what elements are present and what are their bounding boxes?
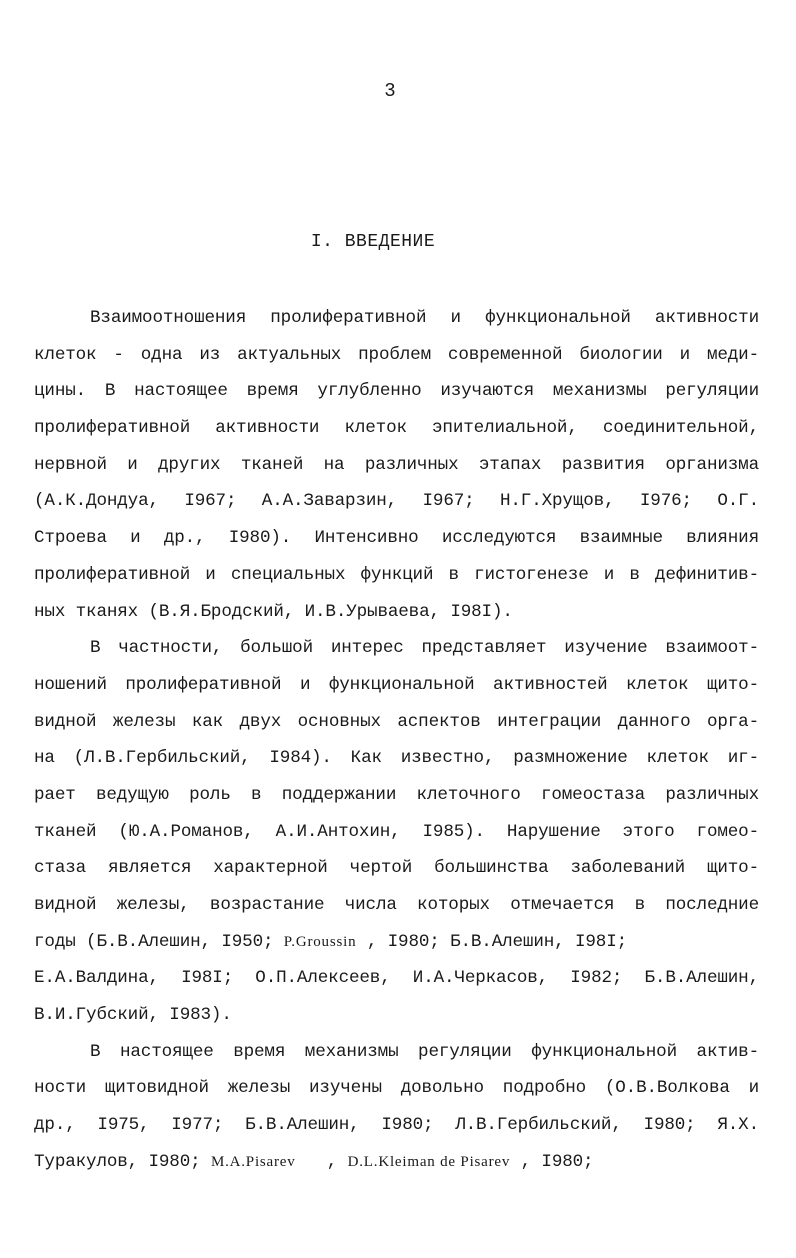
text-line: (А.К.Дондуа, I967; А.А.Заварзин, I967; Н.Г.Хрущов, I976; О.Г. bbox=[34, 491, 759, 512]
text-segment: , I980; Б.В.Алешин, I98I; bbox=[356, 931, 628, 952]
text-line: ношений пролиферативной и функциональной активностей клеток щито- bbox=[34, 674, 759, 695]
page-number: 3 bbox=[384, 80, 396, 102]
text-line: клеток - одна из актуальных проблем современной биологии и меди- bbox=[34, 344, 759, 365]
text-line: Взаимоотношения пролиферативной и функциональной активности bbox=[90, 308, 759, 328]
text-line: В частности, большой интерес представляет изучение взаимоот- bbox=[90, 638, 759, 659]
latin-author-name: P.Groussin bbox=[283, 933, 357, 950]
latin-author-name: M.A.Pisarev bbox=[210, 1153, 296, 1170]
text-line: рает ведущую роль в поддержании клеточного гомеостаза различных bbox=[34, 784, 759, 805]
latin-author-name: D.L.Kleiman de Pisarev bbox=[347, 1153, 511, 1170]
text-segment: , I980; bbox=[510, 1151, 594, 1172]
text-segment: , bbox=[295, 1151, 348, 1172]
text-line: Строева и др., I980). Интенсивно исследуются взаимные влияния bbox=[34, 528, 759, 549]
text-segment: годы (Б.В.Алешин, I950; bbox=[34, 931, 284, 952]
text-line: видной железы как двух основных аспектов интеграции данного орга- bbox=[34, 711, 759, 732]
text-line: ности щитовидной железы изучены довольно подробно (О.В.Волкова и bbox=[34, 1078, 759, 1099]
text-line: др., I975, I977; Б.В.Алешин, I980; Л.В.Гербильский, I980; Я.Х. bbox=[34, 1115, 759, 1136]
text-segment: Туракулов, I980; bbox=[34, 1151, 211, 1172]
text-line: тканей (Ю.А.Романов, А.И.Антохин, I985). Нарушение этого гомео- bbox=[34, 821, 759, 842]
body-text bbox=[34, 300, 759, 1181]
text-line: цины. В настоящее время углубленно изучаются механизмы регуляции bbox=[34, 381, 759, 402]
text-line: В настоящее время механизмы регуляции функциональной актив- bbox=[90, 1041, 759, 1062]
text-line: пролиферативной активности клеток эпителиальной, соединительной, bbox=[34, 418, 759, 439]
text-line: на (Л.В.Гербильский, I984). Как известно, размножение клеток иг- bbox=[34, 748, 759, 769]
text-line-pisarev bbox=[34, 1144, 759, 1181]
text-line: В.И.Губский, I983). bbox=[34, 1005, 232, 1026]
text-line: стаза является характерной чертой большинства заболеваний щито- bbox=[34, 858, 759, 879]
text-line: пролиферативной и специальных функций в гистогенезе и в дефинитив- bbox=[34, 564, 759, 585]
section-title: I. ВВЕДЕНИЕ bbox=[310, 232, 436, 252]
text-line-groussin bbox=[34, 924, 759, 961]
text-line: нервной и других тканей на различных этапах развития организма bbox=[34, 454, 759, 475]
text-line: Е.А.Валдина, I98I; О.П.Алексеев, И.А.Черкасов, I982; Б.В.Алешин, bbox=[34, 968, 759, 989]
text-line: видной железы, возрастание числа которых отмечается в последние bbox=[34, 895, 759, 915]
text-line: ных тканях (В.Я.Бродский, И.В.Урываева, I98I). bbox=[34, 601, 513, 622]
